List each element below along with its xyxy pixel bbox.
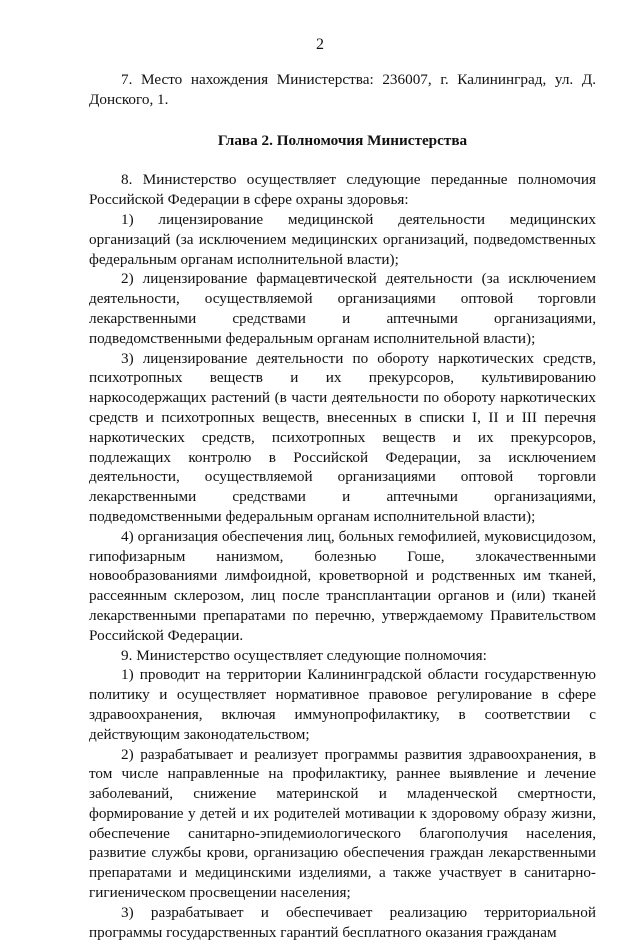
page-number: 2: [316, 36, 324, 53]
paragraph: 1) проводит на территории Калининградской области государственную политику и осуществляет нормативное правовое регулирование в сфере здравоохранения, включая иммунопрофилактику, в соответствии с действующим законодательством;: [89, 666, 596, 743]
paragraph: 8. Министерство осуществляет следующие переданные полномочия Российской Федерации в сфере охраны здоровья:: [89, 171, 596, 209]
paragraph: 1) лицензирование медицинской деятельности медицинских организаций (за исключением медицинских организаций, подведомственных федеральным органам исполнительной власти);: [89, 210, 596, 268]
paragraph: 3) лицензирование деятельности по обороту наркотических средств, психотропных веществ и их прекурсоров, культивированию наркосодержащих растений (в части деятельности по обороту наркотических средств и психотропных веществ, внесенных в списки I, II и III перечня наркотических средств, психотропных веществ и их прекурсоров, подлежащих контролю в Российской Федерации, за исключением деятельности, осуществляемой организациями оптовой торговли лекарственными средствами и аптечными организациями, подведомственными федеральным органам исполнительной власти);: [89, 349, 596, 525]
paragraph: 9. Министерство осуществляет следующие полномочия:: [121, 646, 487, 664]
paragraph: 4) организация обеспечения лиц, больных гемофилией, муковисцидозом, гипофизарным нанизмом, болезнью Гоше, злокачественными новообразованиями лимфоидной, кроветворной и родственных им тканей, рассеянным склерозом, лиц после трансплантации органов и (или) тканей лекарственными препаратами по перечню, утверждаемому Правительством Российской Федерации.: [89, 527, 596, 644]
document-body: [89, 70, 596, 942]
paragraphs-after: [89, 170, 596, 942]
paragraph: 3) разрабатывает и обеспечивает реализацию территориальной программы государственных гарантий бесплатного оказания гражданам: [89, 903, 596, 941]
paragraph: 2) лицензирование фармацевтической деятельности (за исключением деятельности, осуществляемой организациями оптовой торговли лекарственными средствами и аптечными организациями, подведомственными федеральным органам исполнительной власти);: [89, 270, 596, 347]
chapter-title: Глава 2. Полномочия Министерства: [217, 131, 468, 149]
paragraphs-before: [89, 70, 596, 110]
paragraph: 2) разрабатывает и реализует программы развития здравоохранения, в том числе направленные на профилактику, раннее выявление и лечение заболеваний, снижение материнской и младенческой смертности, формирование у детей и их родителей мотивации к здоровому образу жизни, обеспечение санитарно-эпидемиологического благополучия населения, развитие службы крови, организацию обеспечения граждан лекарственными препаратами и медицинскими изделиями, а также участвует в санитарно-гигиеническом просвещении населения;: [89, 745, 596, 902]
paragraph: 7. Место нахождения Министерства: 236007, г. Калининград, ул. Д. Донского, 1.: [89, 71, 596, 108]
